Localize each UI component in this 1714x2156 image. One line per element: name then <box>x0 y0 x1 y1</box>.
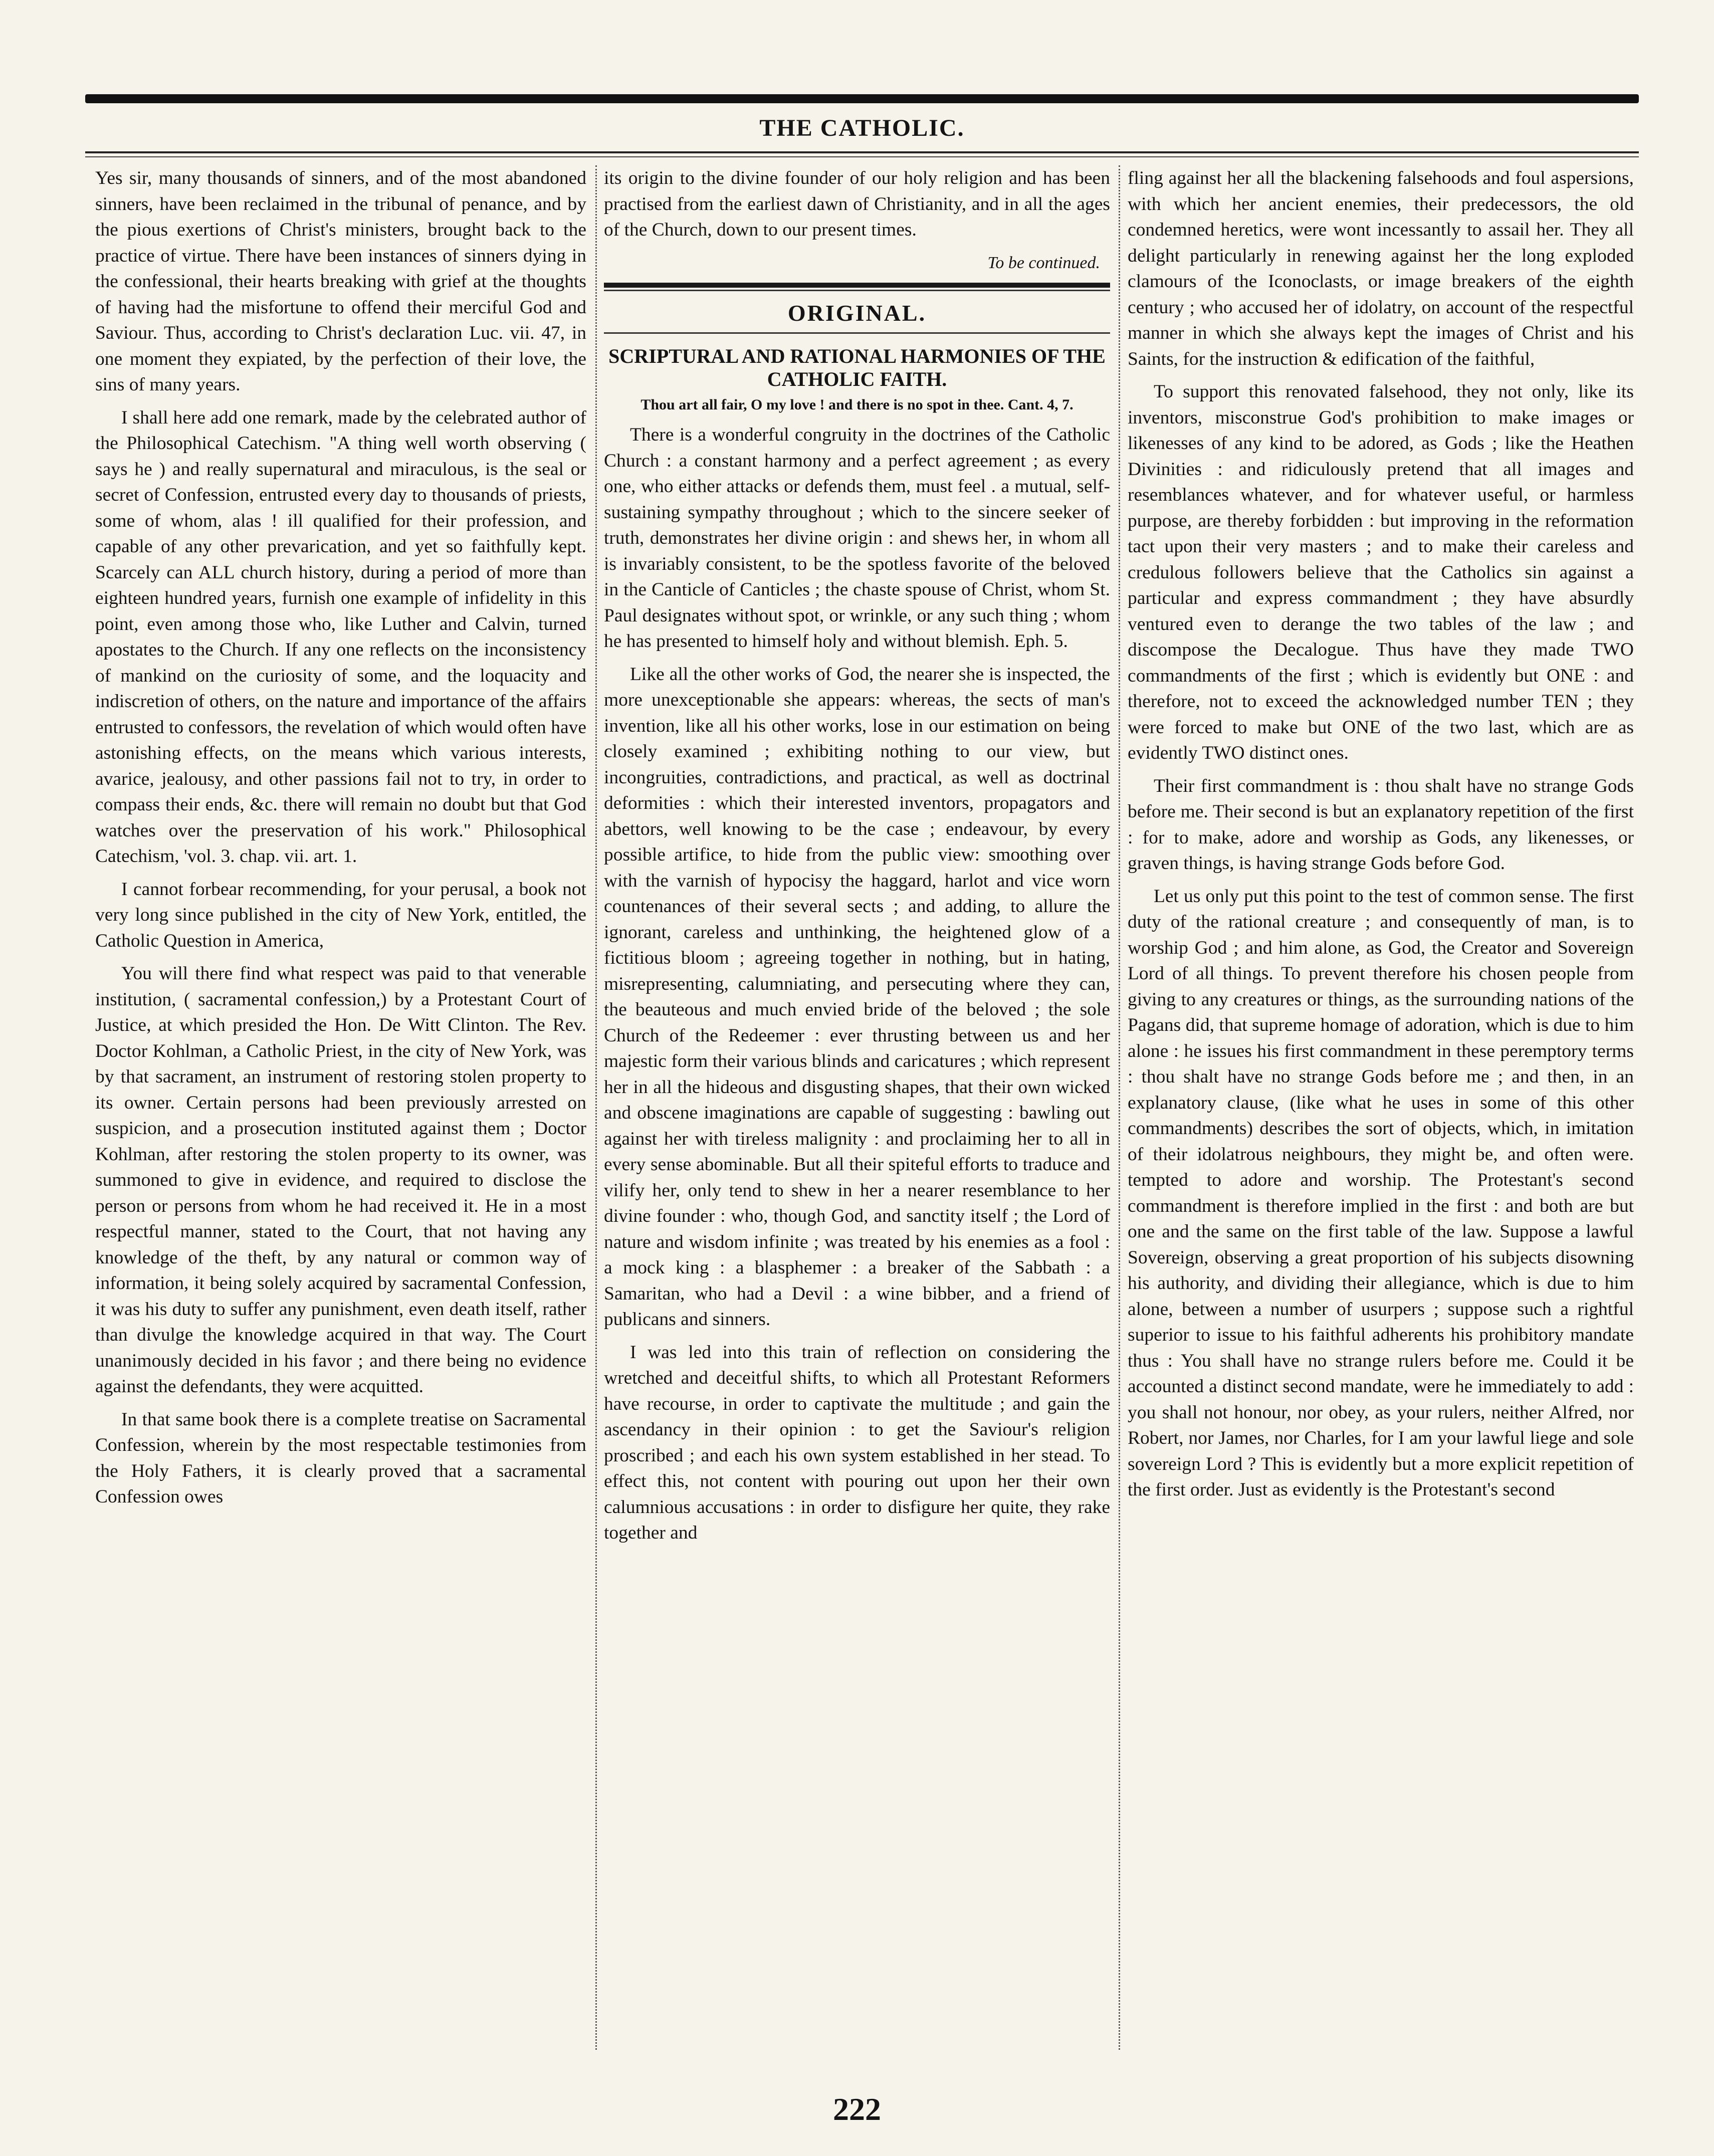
paragraph: Their first commandment is : thou shalt have no strange Gods before me. Their second is but an explanatory repetition of the first : for to make, adore and worship as Gods, any likenesses, or graven things, is having strange Gods before God. <box>1128 775 1634 874</box>
section-title: ORIGINAL. <box>787 300 927 326</box>
header-rule <box>85 151 1639 153</box>
paragraph: Let us only put this point to the test of common sense. The first duty of the rational creature ; and consequently of man, is to worship God ; and him alone, as God, the Creator and Sovereign Lord of all things. To prevent therefore his chosen people from giving to any creatures or things, as the surrounding nations of the Pagans did, that supreme homage of adoration, which is due to him alone : he issues his first commandment in these peremptory terms : thou shalt have no strange Gods before me ; and then, in an explanatory clause, (like what he uses in some of this other commandments) describes the sort of objects, which, in imitation of their idolatrous neighbours, they might be, and often were. tempted to adore and worship. The Protestant's second commandment is therefore implied in the first : and both are but one and the same on the first table of the law. Suppose a lawful Sovereign, observing a great proportion of his subjects disowning his authority, and dividing their allegiance, which is due to him alone, between a number of usurpers ; suppose such a rightful superior to issue to his faithful adherents his prohibitory mandate thus : You shall have no strange rulers before me. Could it be accounted a distinct second mandate, were he immediately to add : you shall not honour, nor obey, as your rulers, neither Alfred, nor Robert, nor James, nor Charles, for I am your lawful liege and sole sovereign Lord ? This is evidently but a more explicit repetition of the first order. Just as evidently is the Protestant's second <box>1128 886 1634 1500</box>
paragraph: I cannot forbear recommending, for your perusal, a book not very long since published in the city of New York, entitled, the Catholic Question in America, <box>95 879 586 951</box>
paragraph: I shall here add one remark, made by the celebrated author of the Philosophical Catechism. "A thing well worth observing ( says he ) and really supernatural and miraculous, is the seal or secret of Confession, entrusted every day to thousands of priests, some of whom, alas ! ill qualified for their profession, and capable of any other prevarication, and yet so faithfully kept. Scarcely can ALL church history, during a period of more than eighteen hundred years, furnish one example of infidelity in this point, even among those who, like Luther and Calvin, turned apostates to the Church. If any one reflects on the inconsistency of mankind on the curiosity of some, and the loquacity and indiscretion of others, on the nature and importance of the affairs entrusted to confessors, the revelation of which would often have astonishing effects, on the means which various interests, avarice, jealousy, and other passions fail not to try, in order to compass their ends, &c. there will remain no doubt but that God watches over the preservation of his work." Philosophical Catechism, 'vol. 3. chap. vii. art. 1. <box>95 407 586 867</box>
column-1 <box>95 165 586 2050</box>
column-2 <box>604 165 1110 2050</box>
paragraph: Like all the other works of God, the nearer she is inspected, the more unexceptionable she appears: whereas, the sects of man's invention, like all his other works, lose in our estimation on being closely examined ; exhibiting nothing to our view, but incongruities, contradictions, and practical, as well as doctrinal deformities : which their interested inventors, propagators and abettors, well knowing to be the case ; endeavour, by every possible artifice, to hide from the public view: smoothing over with the varnish of hypocisy the haggard, harlot and vice worn countenances of their several sects ; and adding, to allure the ignorant, careless and unthinking, the heightened glow of a fictitious bloom ; agreeing together in nothing, but in hating, misrepresenting, calumniating, and persecuting where they can, the beauteous and much envied bride of the beloved ; the sole Church of the Redeemer : ever thrusting between us and her majestic form their various blinds and caricatures ; which represent her in all the hideous and disgusting shapes, that their own wicked and obscene imaginations are capable of suggesting : bawling out against her with tireless malignity : and proclaiming her to all in every sense abominable. But all their spiteful efforts to traduce and vilify her, only tend to shew in her a nearer resemblance to her divine founder : who, though God, and sanctity itself ; the Lord of nature and wisdom infinite ; was treated by his enemies as a fool : a mock king : a blasphemer : a breaker of the Sabbath : a Samaritan, who had a Devil : a wine bibber, and a friend of publicans and sinners. <box>604 664 1110 1330</box>
paragraph: Yes sir, many thousands of sinners, and of the most abandoned sinners, have been reclaimed in the tribunal of penance, and by the pious exertions of Christ's ministers, brought back to the practice of virtue. There have been instances of sinners dying in the confessional, their hearts breaking with grief at the thoughts of having had the misfortune to offend their merciful God and Saviour. Thus, according to Christ's declaration Luc. vii. 47, in one moment they expiated, by the perfection of their love, the sins of many years. <box>95 168 586 395</box>
paragraph: There is a wonderful congruity in the doctrines of the Catholic Church : a constant harmony and a perfect agreement ; as every one, who either attacks or defends them, must feel . a mutual, self-sustaining sympathy throughout ; which to the sincere seeker of truth, demonstrates her divine origin : and shews her, in whom all is invariably consistent, to be the spotless favorite of the beloved in the Canticle of Canticles ; the chaste spouse of Christ, whom St. Paul designates without spot, or wrinkle, or any such thing ; whom he has presented to himself holy and without blemish. Eph. 5. <box>604 424 1110 652</box>
section-rule-thin <box>604 332 1110 334</box>
section-rule-thin <box>604 290 1110 291</box>
continued-paragraph: its origin to the divine founder of our holy religion and has been practised from the earliest dawn of Christianity, and in all the ages of the Church, down to our present times. <box>604 168 1110 240</box>
paragraph: You will there find what respect was paid to that venerable institution, ( sacramental confession,) by a Protestant Court of Justice, at which presided the Hon. De Witt Clinton. The Rev. Doctor Kohlman, a Catholic Priest, in the city of New York, was by that sacrament, an instrument of restoring stolen property to its owner. Certain persons had been previously arrested on suspicion, and a prosecution instituted against them ; Doctor Kohlman, after restoring the stolen property to its owner, was summoned to give in evidence, and required to disclose the person or persons from whom he had received it. He in a most respectful manner, stated to the Court, that not having any knowledge of the theft, by any natural or common way of information, it being solely acquired by sacramental Confession, it was his duty to suffer any punishment, even death itself, rather than divulge the knowledge acquired in that way. The Court unanimously decided in his favor ; and there being no evidence against the defendants, they were acquitted. <box>95 963 586 1397</box>
page-number: 222 <box>833 2091 881 2127</box>
column-separator <box>595 165 597 2050</box>
paragraph: To support this renovated falsehood, they not only, like its inventors, misconstrue God's prohibition to make images or likenesses of any kind to be adored, as Gods ; like the Heathen Divinities : and ridiculously pretend that all images and resemblances whatever, and for whatever useful, or harmless purpose, are thereby forbidden : but improving in the reformation tact upon their very masters ; and to make their careless and credulous followers believe that the Catholics sin against a particular and express commandment ; they have absurdly ventured even to derange the two tables of the law ; and discompose the Decalogue. Thus have they made TWO commandments of the first ; which is evidently but ONE : and therefore, not to exceed the acknowledged number TEN ; they were forced to make but ONE of the two last, which are as evidently TWO distinct ones. <box>1128 381 1634 763</box>
continued-note: To be continued. <box>987 253 1100 272</box>
header-rule-thin <box>85 156 1639 157</box>
top-heavy-rule <box>85 94 1639 103</box>
column-3 <box>1128 165 1634 2050</box>
paragraph: In that same book there is a complete treatise on Sacramental Confession, wherein by the most respectable testimonies from the Holy Fathers, it is clearly proved that a sacramental Confession owes <box>95 1409 586 1507</box>
paragraph: I was led into this train of reflection on considering the wretched and deceitful shifts, to which all Protestant Reformers have recourse, in order to captivate the multitude ; and gain the ascendancy in their opinion : to get the Saviour's religion proscribed ; and each his own system established in her stead. To effect this, not content with pouring out upon her their own calumnious accusations : in order to disfigure her quite, they rake together and <box>604 1342 1110 1543</box>
column-separator <box>1119 165 1120 2050</box>
paragraph: fling against her all the blackening falsehoods and foul aspersions, with which her ancient enemies, their predecessors, the old condemned heretics, were wont incessantly to assail her. They all delight particularly in renewing against her the long exploded clamours of the Iconoclasts, or image breakers of the eighth century ; who accused her of idolatry, on account of the respectful manner in which she always kept the images of Christ and his Saints, for the instruction & edification of the faithful, <box>1128 168 1634 369</box>
article-title: SCRIPTURAL AND RATIONAL HARMONIES OF THE CATHOLIC FAITH. <box>608 345 1106 390</box>
running-title: THE CATHOLIC. <box>759 115 965 141</box>
epigraph: Thou art all fair, O my love ! and there is no spot in thee. Cant. 4, 7. <box>640 396 1074 413</box>
section-rule <box>604 283 1110 288</box>
